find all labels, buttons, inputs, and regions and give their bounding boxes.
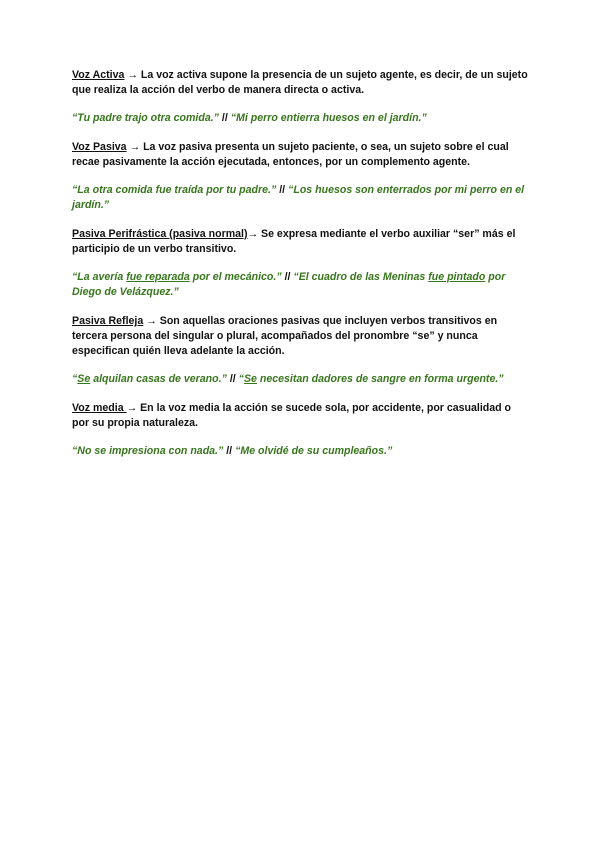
arrow: → xyxy=(143,315,160,327)
example-1: “Tu padre trajo otra comida.” xyxy=(72,112,219,124)
term-voz-media: Voz media xyxy=(72,402,127,414)
term-voz-activa: Voz Activa xyxy=(72,69,125,81)
definition-text: En la voz media la acción se sucede sola, por accidente, por casualidad o por su propia naturaleza. xyxy=(72,402,512,429)
section-voz-pasiva-definition xyxy=(72,140,530,170)
example-2-start: “ xyxy=(238,373,244,385)
section-pasiva-refleja-definition xyxy=(72,314,530,359)
example-2-end: por Diego de Velázquez.” xyxy=(72,271,506,298)
document-content xyxy=(72,68,530,459)
example-1: “La otra comida fue traída por tu padre.” xyxy=(72,184,277,196)
example-separator: // xyxy=(281,271,294,283)
example-1-start: “La avería xyxy=(72,271,127,283)
section-pasiva-perifrastica-definition xyxy=(72,227,530,257)
term-pasiva-refleja: Pasiva Refleja xyxy=(72,315,144,327)
example-2-end: necesitan dadores de sangre en forma urgente.” xyxy=(256,373,504,385)
example-separator: // xyxy=(276,184,289,196)
arrow: → xyxy=(124,69,141,81)
example-separator: // xyxy=(226,373,239,385)
example-1-end: por el mecánico.” xyxy=(189,271,282,283)
example-2: “Me olvidé de su cumpleaños.” xyxy=(235,445,393,457)
example-1-underlined-se: Se xyxy=(77,373,91,385)
example-1: “No se impresiona con nada.” xyxy=(72,445,224,457)
definition-text: Son aquellas oraciones pasivas que incluyen verbos transitivos en tercera persona del singular o plural, acompañados del pronombre “se” y nunca especifican quién lleva adelante la acción. xyxy=(72,315,498,357)
example-separator: // xyxy=(218,112,231,124)
definition-text: La voz activa supone la presencia de un sujeto agente, es decir, de un sujeto que realiza la acción del verbo de manera directa o activa. xyxy=(72,69,528,96)
example-2: “Mi perro entierra huesos en el jardín.” xyxy=(230,112,427,124)
section-voz-pasiva-examples xyxy=(72,183,530,213)
example-separator: // xyxy=(223,445,236,457)
section-voz-media-definition xyxy=(72,401,530,431)
definition-text: La voz pasiva presenta un sujeto paciente, o sea, un sujeto sobre el cual recae pasivamente la acción ejecutada, entonces, por un complemento agente. xyxy=(72,141,509,168)
definition-text: Se expresa mediante el verbo auxiliar “ser” más el participio de un verbo transitivo. xyxy=(72,228,516,255)
term-voz-pasiva: Voz Pasiva xyxy=(72,141,127,153)
example-1-start: “ xyxy=(72,373,78,385)
section-pasiva-refleja-examples xyxy=(72,372,530,387)
section-voz-activa-examples xyxy=(72,111,530,126)
section-voz-activa-definition xyxy=(72,68,530,98)
example-2-start: “El cuadro de las Meninas xyxy=(293,271,429,283)
example-2-underlined-se: Se xyxy=(243,373,257,385)
arrow: → xyxy=(126,141,144,153)
term-pasiva-perifrastica: Pasiva Perifrástica (pasiva normal) xyxy=(72,228,248,240)
example-2: “Los huesos son enterrados por mi perro en el jardín.” xyxy=(72,184,525,211)
section-voz-media-examples xyxy=(72,444,530,459)
example-2-underlined-verb: fue pintado xyxy=(428,271,486,283)
arrow: → xyxy=(126,402,141,414)
example-1-underlined-verb: fue reparada xyxy=(126,271,190,283)
section-pasiva-perifrastica-examples xyxy=(72,270,530,300)
arrow: → xyxy=(247,228,262,240)
example-1-end: alquilan casas de verano.” xyxy=(90,373,227,385)
